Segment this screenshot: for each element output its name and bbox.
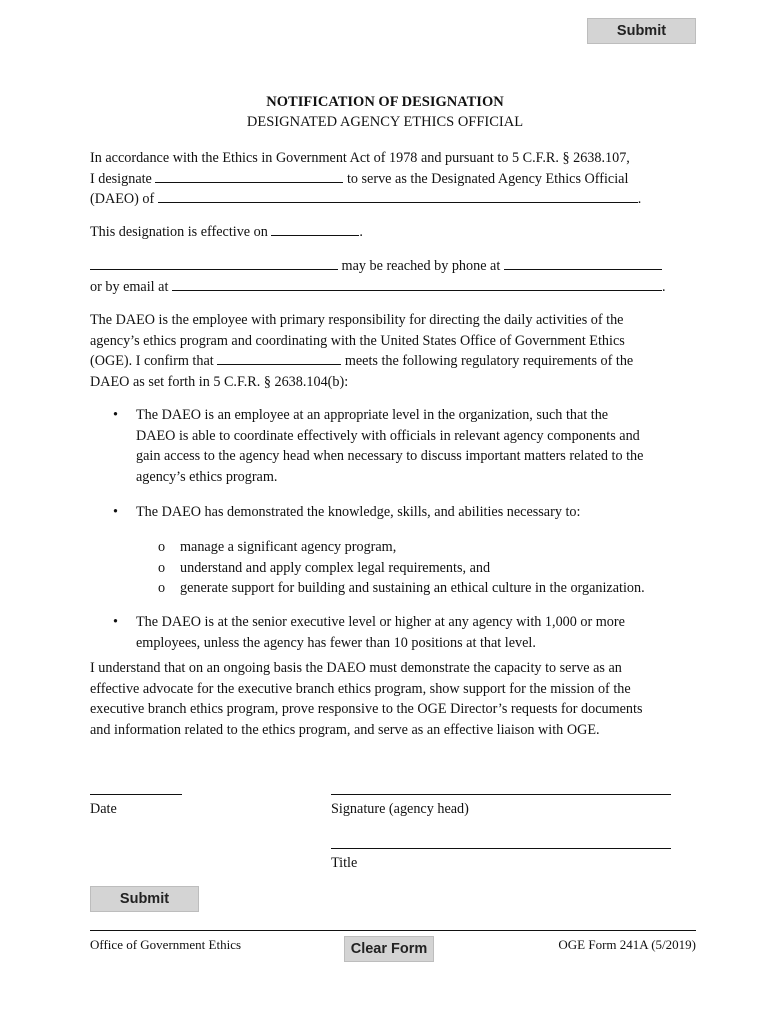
title-field[interactable]: [331, 848, 671, 849]
para2-line2: agency’s ethics program and coordinating with the United States Office of Government Ethics: [90, 332, 625, 349]
para1-line2-start: I designate: [90, 170, 152, 187]
responsibility-paragraph: [90, 310, 633, 392]
effective-date-text: This designation is effective on: [90, 224, 268, 240]
para1-line2-end: to serve as the Designated Agency Ethics Official: [346, 170, 629, 187]
bullet-2-line: The DAEO has demonstrated the knowledge, skills, and abilities necessary to:: [136, 504, 581, 520]
para2-line4: DAEO as set forth in 5 C.F.R. § 2638.104(b):: [90, 373, 349, 390]
form-subtitle: DESIGNATED AGENCY ETHICS OFFICIAL: [246, 114, 524, 130]
bullet-1-line: gain access to the agency head when necessary to discuss important matters related to the: [136, 448, 644, 464]
signature-field[interactable]: [331, 794, 671, 795]
effective-date-field[interactable]: [271, 222, 359, 236]
phone-text: may be reached by phone at: [341, 258, 501, 274]
effective-date-period: .: [359, 224, 363, 240]
clear-form-button[interactable]: Clear Form: [344, 936, 434, 962]
phone-line: [90, 256, 666, 277]
bullet-1-line: agency’s ethics program.: [136, 468, 278, 485]
contact-lines: [90, 256, 666, 297]
para3-line: executive branch ethics program, prove responsive to the OGE Director’s requests for documents: [90, 701, 643, 717]
bullet-marker: •: [113, 614, 118, 630]
sub-bullet-item: o manage a significant agency program,: [158, 539, 397, 555]
phone-field[interactable]: [504, 256, 662, 270]
para2-line3-end: meets the following regulatory requirements of the: [344, 353, 634, 369]
date-field[interactable]: [90, 794, 182, 795]
para2-line1: The DAEO is the employee with primary responsibility for directing the daily activities of the: [90, 312, 624, 328]
submit-button-top[interactable]: Submit: [587, 18, 696, 44]
effective-date-line: [90, 222, 363, 243]
footer-divider: [90, 930, 696, 931]
title-label: Title: [331, 855, 358, 871]
para3-line: I understand that on an ongoing basis the DAEO must demonstrate the capacity to serve as an: [90, 660, 622, 676]
confirm-name-field[interactable]: [217, 351, 341, 365]
agency-name-field[interactable]: [158, 189, 638, 203]
form-title: NOTIFICATION OF DESIGNATION: [266, 94, 504, 110]
para1-line3: [90, 189, 641, 210]
signature-label: Signature (agency head): [331, 801, 469, 817]
sub-bullet-list: [158, 537, 645, 599]
email-field[interactable]: [172, 277, 662, 291]
sub-bullet-item: o generate support for building and sustaining an ethical culture in the organization.: [158, 580, 645, 596]
bullet-3-line: employees, unless the agency has fewer than 10 positions at that level.: [136, 634, 536, 651]
bullet-1-line: The DAEO is an employee at an appropriate level in the organization, such that the: [136, 407, 609, 423]
para3-line: and information related to the ethics program, and serve as an effective liaison with OGE.: [90, 721, 600, 738]
designee-name-field[interactable]: [155, 169, 343, 183]
para1-line3-period: .: [637, 191, 642, 207]
bullet-item-2: [136, 502, 580, 523]
para2-line3: [90, 351, 633, 372]
daeo-name-field[interactable]: [90, 256, 338, 270]
email-period: .: [661, 278, 666, 295]
bullet-marker: •: [113, 407, 118, 423]
designation-paragraph: [90, 148, 641, 210]
bullet-item-3: [136, 612, 625, 653]
para2-line3-start: (OGE). I confirm that: [90, 353, 214, 369]
bullet-item-1: [136, 405, 643, 487]
para1-line3-start: (DAEO) of: [90, 191, 155, 207]
sub-bullet-item: o understand and apply complex legal requirements, and: [158, 559, 491, 576]
ongoing-paragraph: [90, 658, 642, 740]
para1-line1: In accordance with the Ethics in Government Act of 1978 and pursuant to 5 C.F.R. § 2638.107,: [90, 150, 630, 166]
email-text: or by email at: [90, 278, 169, 295]
email-line: [90, 277, 666, 298]
form-number: OGE Form 241A (5/2019): [558, 937, 696, 952]
date-label: Date: [90, 801, 117, 817]
para1-line2: [90, 169, 641, 190]
footer-agency: Office of Government Ethics: [90, 937, 242, 952]
bullet-1-line: DAEO is able to coordinate effectively with officials in relevant agency components and: [136, 427, 640, 444]
submit-button-bottom[interactable]: Submit: [90, 886, 199, 912]
para3-line: effective advocate for the executive branch ethics program, show support for the mission of the: [90, 680, 631, 697]
bullet-3-line: The DAEO is at the senior executive level or higher at any agency with 1,000 or more: [136, 614, 625, 630]
bullet-marker: •: [113, 504, 118, 520]
